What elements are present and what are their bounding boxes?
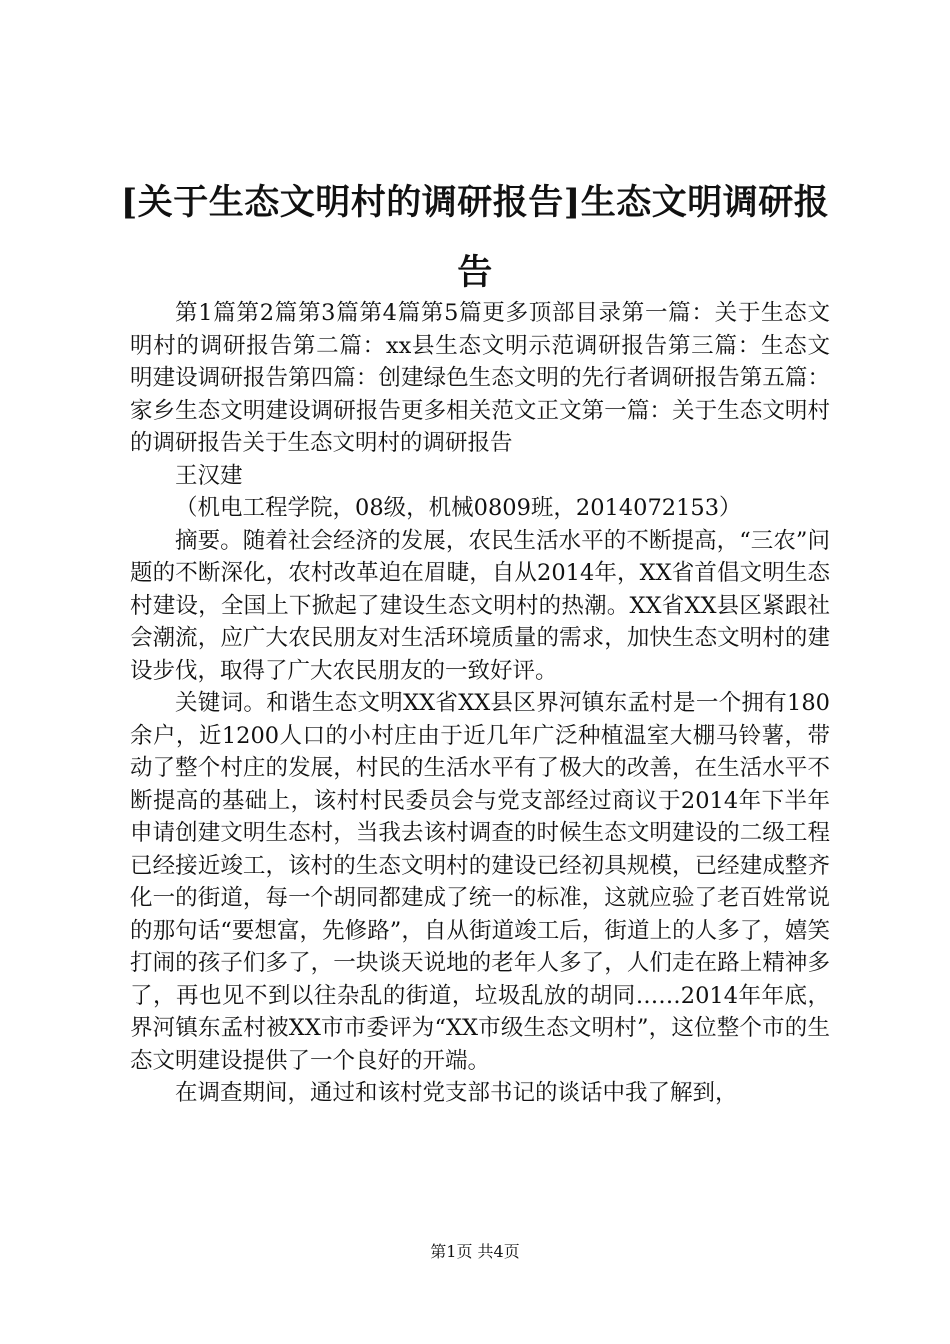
page-footer: 第1页 共4页	[430, 1242, 520, 1261]
author-affiliation: （机电工程学院，08级，机械0809班，2014072153）	[175, 495, 742, 521]
document-body	[130, 297, 830, 1110]
document-title: [关于生态文明村的调研报告]生态文明调研报告	[120, 182, 830, 293]
body-paragraph: 在调查期间，通过和该村党支部书记的谈话中我了解到，	[175, 1080, 738, 1106]
author-name: 王汉建	[175, 462, 243, 489]
table-of-contents-paragraph: 第1篇第2篇第3篇第4篇第5篇更多顶部目录第一篇：关于生态文明村的调研报告第二篇：xx县生态文明示范调研报告第三篇：生态文明建设调研报告第四篇：创建绿色生态文明的先行者调研报告第五篇：家乡生态文明建设调研报告更多相关范文正文第一篇：关于生态文明村的调研报告关于生态文明村的调研报告	[130, 300, 830, 456]
keywords-paragraph: 关键词。和谐生态文明XX省XX县区界河镇东孟村是一个拥有180余户，近1200人口的小村庄由于近几年广泛种植温室大棚马铃薯，带动了整个村庄的发展，村民的生活水平有了极大的改善，在生活水平不断提高的基础上，该村村民委员会与党支部经过商议于2014年下半年申请创建文明生态村，当我去该村调查的时候生态文明建设的二级工程已经接近竣工，该村的生态文明村的建设已经初具规模，已经建成整齐化一的街道，每一个胡同都建成了统一的标准，这就应验了老百姓常说的那句话“要想富，先修路”，自从街道竣工后，街道上的人多了，嬉笑打闹的孩子们多了，一块谈天说地的老年人多了，人们走在路上精神多了，再也见不到以往杂乱的街道，垃圾乱放的胡同……2014年年底，界河镇东孟村被XX市市委评为“XX市级生态文明村”，这位整个市的生态文明建设提供了一个良好的开端。	[130, 690, 830, 1074]
abstract-paragraph: 摘要。随着社会经济的发展，农民生活水平的不断提高，“三农”问题的不断深化，农村改革迫在眉睫，自从2014年，XX省首倡文明生态村建设，全国上下掀起了建设生态文明村的热潮。XX省XX县区紧跟社会潮流，应广大农民朋友对生活环境质量的需求，加快生态文明村的建设步伐，取得了广大农民朋友的一致好评。	[130, 527, 830, 684]
